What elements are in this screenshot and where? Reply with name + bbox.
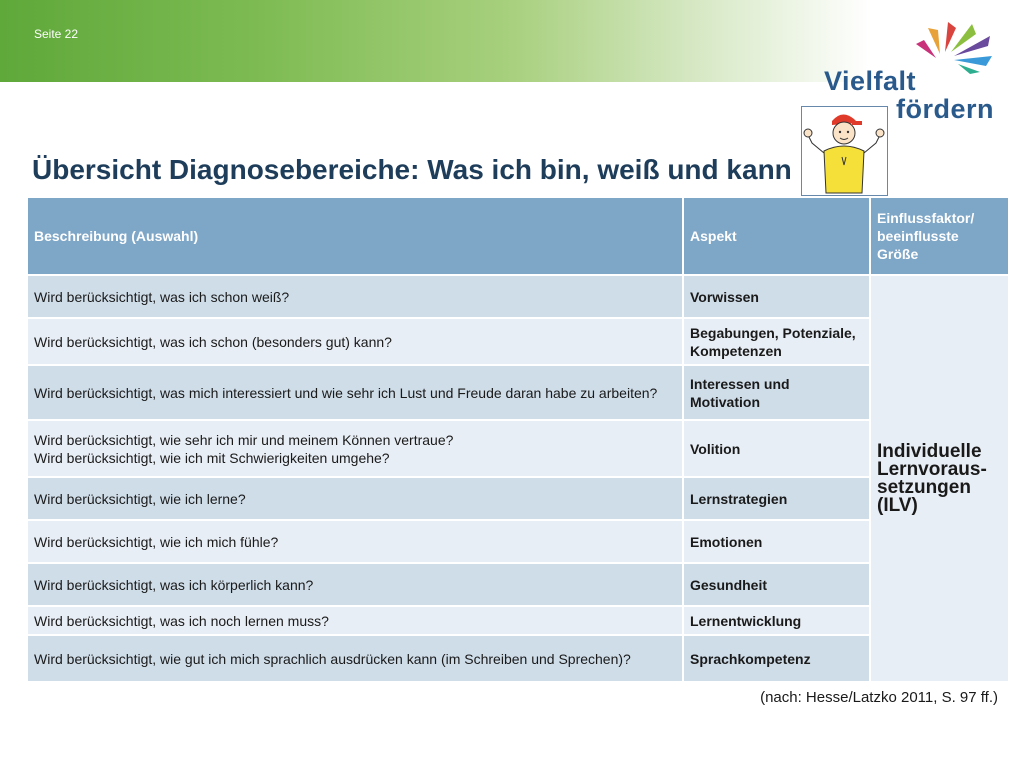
row-description: Wird berücksichtigt, wie gut ich mich sprachlich ausdrücken kann (im Schreiben und Sprechen)? bbox=[27, 635, 683, 682]
vielfalt-logo bbox=[820, 14, 1010, 124]
logo-arrows-icon bbox=[820, 14, 1010, 74]
row-description: Wird berücksichtigt, wie ich lerne? bbox=[27, 477, 683, 520]
table-row bbox=[27, 520, 1009, 563]
logo-text-line2: fördern bbox=[896, 94, 994, 124]
row-aspect: Lernentwicklung bbox=[683, 606, 870, 635]
row-description: Wird berücksichtigt, was ich schon weiß? bbox=[27, 275, 683, 318]
row-description: Wird berücksichtigt, wie ich mich fühle? bbox=[27, 520, 683, 563]
row-aspect: Lernstrategien bbox=[683, 477, 870, 520]
logo-text-line1: Vielfalt bbox=[824, 66, 917, 96]
row-aspect: Begabungen, Potenziale, Kompetenzen bbox=[683, 318, 870, 365]
table-row bbox=[27, 365, 1009, 420]
table-row bbox=[27, 563, 1009, 606]
row-aspect: Vorwissen bbox=[683, 275, 870, 318]
table-row bbox=[27, 477, 1009, 520]
child-figure-icon bbox=[802, 107, 887, 195]
row-description: Wird berücksichtigt, wie sehr ich mir und meinem Können vertraue? Wird berücksichtigt, wie ich mit Schwierigkeiten umgehe? bbox=[27, 420, 683, 477]
row-aspect: Interessen und Motivation bbox=[683, 365, 870, 420]
header-factor: Einflussfaktor/ beeinflusste Größe bbox=[870, 197, 1009, 275]
child-figure-illustration bbox=[801, 106, 888, 196]
table-row bbox=[27, 606, 1009, 635]
row-aspect: Gesundheit bbox=[683, 563, 870, 606]
row-description: Wird berücksichtigt, was ich schon (besonders gut) kann? bbox=[27, 318, 683, 365]
table-row bbox=[27, 420, 1009, 477]
factor-cell: Individuelle Lernvoraus-setzungen (ILV) bbox=[870, 275, 1009, 682]
row-description: Wird berücksichtigt, was mich interessiert und wie sehr ich Lust und Freude daran habe zu arbeiten? bbox=[27, 365, 683, 420]
page-title: Übersicht Diagnosebereiche: Was ich bin, weiß und kann bbox=[32, 154, 792, 185]
page-number: Seite 22 bbox=[34, 27, 79, 41]
table-row bbox=[27, 635, 1009, 682]
row-description: Wird berücksichtigt, was ich noch lernen muss? bbox=[27, 606, 683, 635]
diagnosis-table bbox=[26, 196, 1010, 683]
table-header-row bbox=[27, 197, 1009, 275]
header-description: Beschreibung (Auswahl) bbox=[27, 197, 683, 275]
row-aspect: Sprachkompetenz bbox=[683, 635, 870, 682]
source-citation: (nach: Hesse/Latzko 2011, S. 97 ff.) bbox=[760, 689, 998, 706]
table-row bbox=[27, 318, 1009, 365]
row-aspect: Emotionen bbox=[683, 520, 870, 563]
table-row bbox=[27, 275, 1009, 318]
row-aspect: Volition bbox=[683, 420, 870, 477]
header-aspect: Aspekt bbox=[683, 197, 870, 275]
row-description: Wird berücksichtigt, was ich körperlich kann? bbox=[27, 563, 683, 606]
